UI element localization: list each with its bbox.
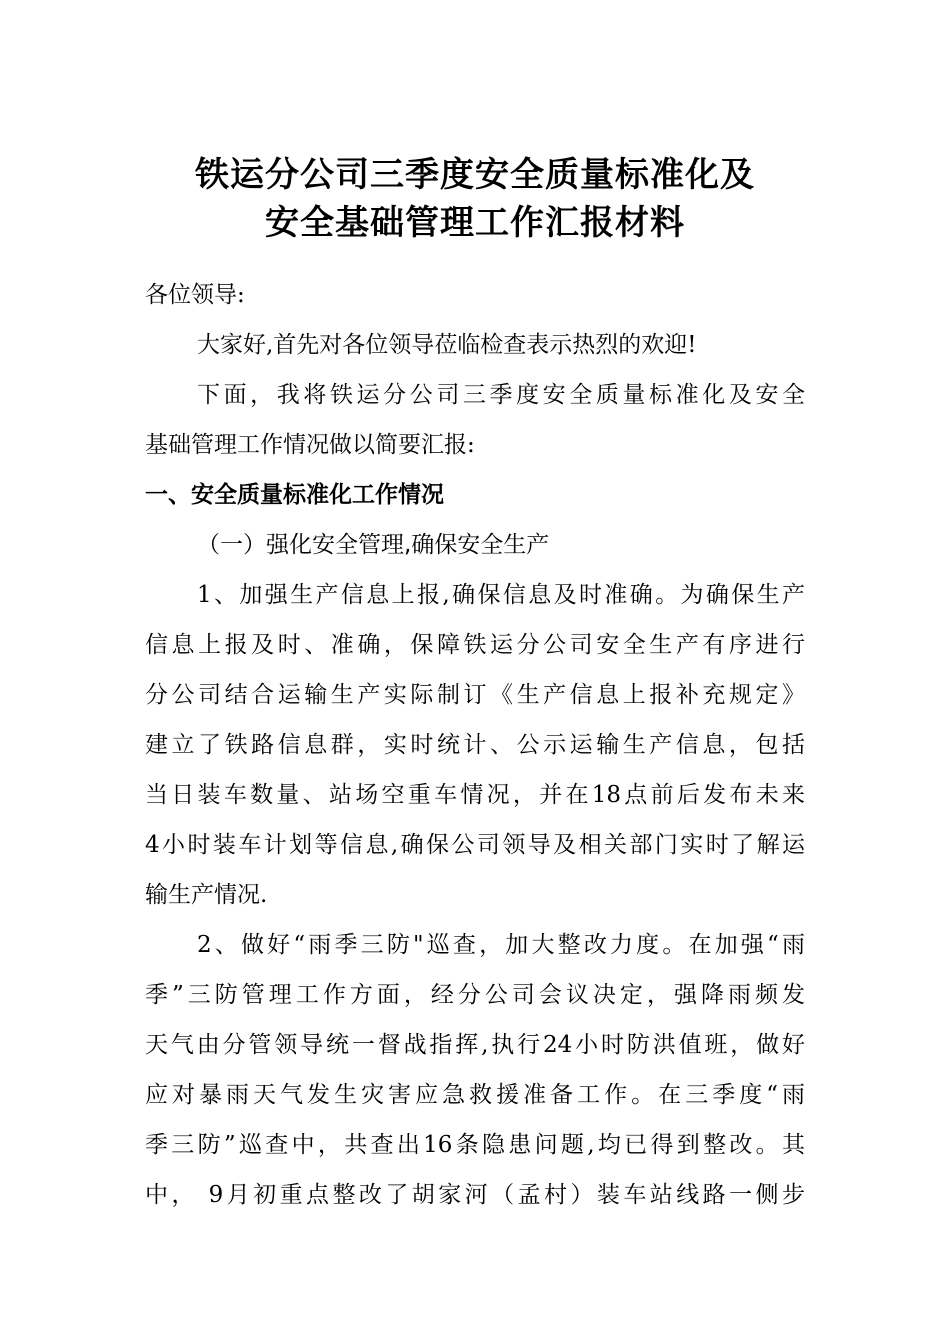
- subsection-heading: （一）强化安全管理,确保安全生产: [197, 532, 550, 558]
- paragraph-line: 输生产情况.: [145, 882, 268, 908]
- paragraph-line: 中， 9月初重点整改了胡家河（孟村）装车站线路一侧步: [145, 1182, 805, 1208]
- paragraph-line: 1、加强生产信息上报,确保信息及时准确。为确保生产: [197, 582, 805, 608]
- salutation: 各位领导:: [145, 282, 245, 308]
- paragraph-line: 当日装车数量、站场空重车情况，并在18点前后发布未来: [145, 782, 805, 808]
- paragraph-line: 信息上报及时、准确，保障铁运分公司安全生产有序进行: [145, 632, 805, 658]
- paragraph-line: 季三防”巡查中，共查出16条隐患问题,均已得到整改。其: [145, 1132, 805, 1158]
- paragraph-line: 季”三防管理工作方面，经分公司会议决定，强降雨频发: [145, 982, 805, 1008]
- paragraph-line: 天气由分管领导统一督战指挥,执行24小时防洪值班，做好: [145, 1032, 805, 1058]
- paragraph-line: 建立了铁路信息群，实时统计、公示运输生产信息，包括: [145, 732, 805, 758]
- document-title-line-1: 铁运分公司三季度安全质量标准化及: [195, 155, 755, 195]
- intro-line: 基础管理工作情况做以简要汇报:: [145, 432, 475, 458]
- paragraph-line: 应对暴雨天气发生灾害应急救援准备工作。在三季度“雨: [145, 1082, 805, 1108]
- greeting-paragraph: 大家好,首先对各位领导莅临检查表示热烈的欢迎!: [197, 332, 697, 358]
- paragraph-line: 4小时装车计划等信息,确保公司领导及相关部门实时了解运: [145, 832, 805, 858]
- intro-line: 下面，我将铁运分公司三季度安全质量标准化及安全: [197, 382, 805, 408]
- document-title-line-2: 安全基础管理工作汇报材料: [265, 203, 685, 243]
- section-heading: 一、安全质量标准化工作情况: [145, 482, 444, 508]
- paragraph-line: 分公司结合运输生产实际制订《生产信息上报补充规定》: [145, 682, 805, 708]
- paragraph-line: 2、做好“雨季三防"巡查，加大整改力度。在加强“雨: [197, 932, 805, 958]
